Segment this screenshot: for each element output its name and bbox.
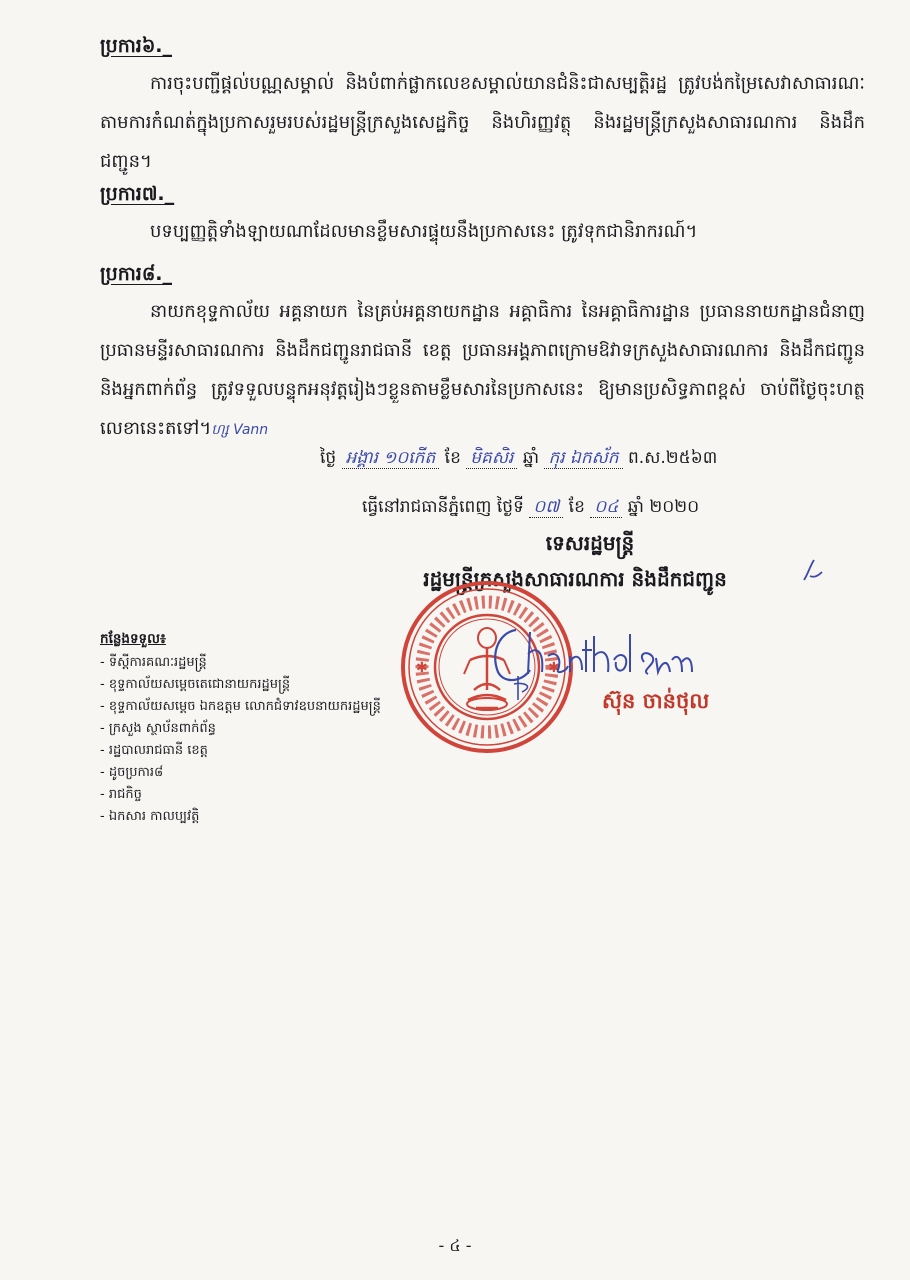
- lunar-date-year-label: ឆ្នាំ: [522, 448, 540, 468]
- article-8-text: នាយកខុទ្ទកាល័យ អគ្គនាយក នៃគ្រប់អគ្គនាយកដ្ឋាន អគ្គាធិការ នៃអគ្គាធិការដ្ឋាន ប្រធាននាយកដ្ឋានជំនាញ ប្រធានមន្ទីរសាធារណការ និងដឹកជញ្ជូនរាជធានី ខេត្ត ប្រធានអង្គភាពក្រោមឱវាទក្រសួងសាធារណការ និងដឹកជញ្ជូន និងអ្នកពាក់ព័ន្ធ ត្រូវទទួលបន្ទុកអនុវត្តរៀងៗខ្លួនតាមខ្លឹមសារនៃប្រកាសនេះ ឱ្យមានប្រសិទ្ធភាពខ្ពស់ ចាប់ពីថ្ងៃចុះហត្ថលេខានេះតទៅ។: [100, 301, 865, 439]
- list-item: - រាជកិច្ច: [100, 784, 400, 806]
- svg-text:✱: ✱: [416, 660, 428, 676]
- lunar-date-line: [320, 447, 717, 472]
- recipients-items: [100, 652, 400, 828]
- lunar-date-prefix: ថ្ងៃ: [320, 448, 337, 468]
- solar-date-month: ០៤: [590, 497, 622, 518]
- signer-name: ស៊ុន ចាន់ថុល: [602, 689, 710, 713]
- page-number: - ៤ -: [438, 1236, 472, 1255]
- list-item: - ទីស្តីការគណៈរដ្ឋមន្ត្រី: [100, 652, 400, 674]
- article-8-body: [100, 292, 865, 450]
- list-item: - ខុទ្ទកាល័យសម្តេចតេជោនាយករដ្ឋមន្ត្រី: [100, 674, 400, 696]
- signatory-title-minister: រដ្ឋមន្ត្រីក្រសួងសាធារណការ និងដឹកជញ្ជូន: [423, 567, 727, 591]
- lunar-date-month-label: ខែ: [444, 448, 461, 468]
- solar-date-day: ០៧: [529, 497, 563, 518]
- solar-date-line: [362, 496, 699, 521]
- signatory-title-senior-minister: ទេសរដ្ឋមន្ត្រី: [545, 531, 635, 555]
- lunar-date-month: មិគសិរ: [466, 448, 517, 469]
- article-8-heading: ប្រការ៨._: [100, 263, 173, 285]
- article-6-heading: ប្រការ៦._: [100, 35, 173, 57]
- recipients-title: កន្លែងទទួល៖: [100, 631, 166, 647]
- article-7-body: បទប្បញ្ញត្តិទាំងឡាយណាដែលមានខ្លឹមសារផ្ទុយនឹងប្រកាសនេះ ត្រូវទុកជានិរាករណ៍។: [150, 221, 698, 242]
- solar-date-prefix: ធ្វើនៅរាជធានីភ្នំពេញ ថ្ងៃទី: [362, 497, 524, 517]
- initials-mark-icon: [800, 556, 824, 586]
- article-7-heading: ប្រការ៧._: [100, 183, 175, 205]
- list-item: - ដូចប្រការ៨: [100, 762, 400, 784]
- handwritten-initial-note: ហ្ស Vann: [211, 422, 269, 438]
- recipients-list: [100, 628, 400, 828]
- lunar-date-era: ព.ស.២៥៦៣: [628, 448, 718, 468]
- solar-date-year: ២០២០: [649, 497, 700, 517]
- svg-text:✱: ✱: [548, 660, 560, 676]
- list-item: - ក្រសួង ស្ថាប័នពាក់ព័ន្ធ: [100, 718, 400, 740]
- solar-date-year-label: ឆ្នាំ: [627, 497, 644, 517]
- list-item: - ខុទ្ទកាល័យសម្តេច ឯកឧត្តម លោកជំទាវឧបនាយករដ្ឋមន្ត្រី: [100, 696, 400, 718]
- solar-date-month-label: ខែ: [568, 497, 585, 517]
- lunar-date-day: អង្គារ ១០កើត: [342, 448, 440, 469]
- list-item: - ឯកសារ កាលប្បវត្តិ: [100, 806, 400, 828]
- list-item: - រដ្ឋបាលរាជធានី ខេត្ត: [100, 740, 400, 762]
- lunar-date-year: កុរ ឯកស័ក: [544, 448, 622, 469]
- article-6-body: ការចុះបញ្ជីផ្តល់បណ្ណសម្គាល់ និងបំពាក់ផ្លាកលេខសម្គាល់យានជំនិះជាសម្បត្តិរដ្ឋ ត្រូវបង់កម្រៃសេវាសាធារណៈតាមការកំណត់ក្នុងប្រកាសរួមរបស់រដ្ឋមន្ត្រីក្រសួងសេដ្ឋកិច្ច និងហិរញ្ញវត្ថុ និងរដ្ឋមន្ត្រីក្រសួងសាធារណការ និងដឹកជញ្ជូន។: [100, 73, 865, 172]
